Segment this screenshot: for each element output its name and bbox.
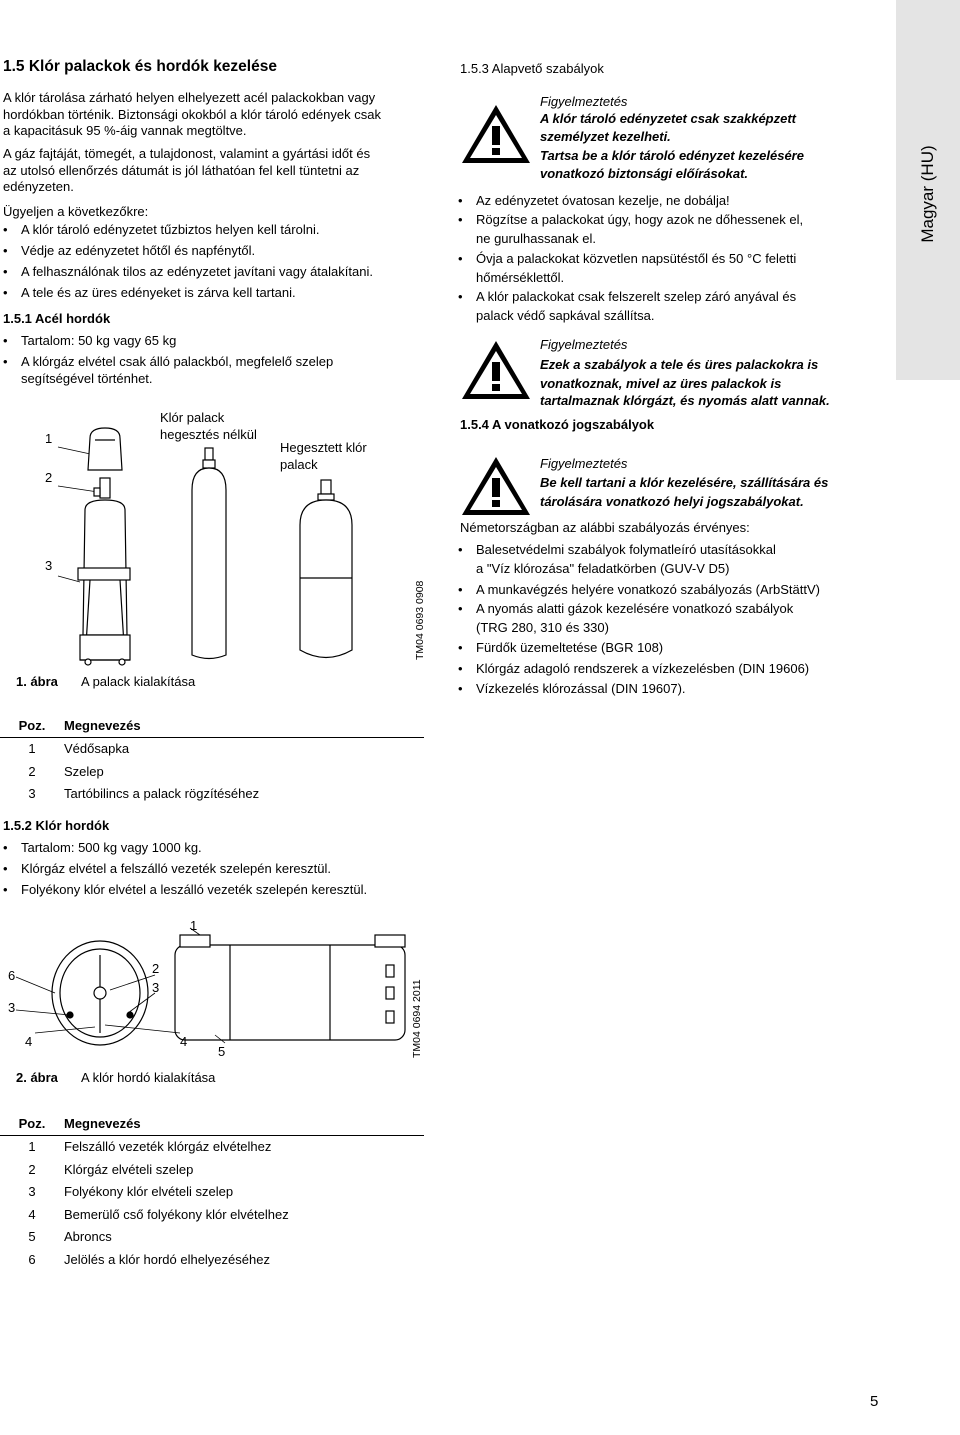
figure1-code: TM04 0693 0908 bbox=[414, 580, 426, 660]
text-line: az utolsó ellenőrzés dátumát is jól láthatóan fel kell tüntetni az bbox=[3, 162, 360, 178]
figure1-label-2: 2 bbox=[45, 470, 53, 485]
figure2-code: TM04 0694 2011 bbox=[411, 979, 423, 1058]
table-row: 3 Tartóbilincs a palack rögzítéséhez bbox=[28, 786, 260, 802]
list-item: • Védje az edényzetet hőtől és napfénytől. bbox=[3, 243, 256, 258]
warning-box-2 bbox=[460, 335, 890, 410]
list-item: • Fürdők üzemeltetése (BGR 108) bbox=[458, 640, 664, 655]
list-item: • A munkavégzés helyére vonatkozó szabályozás (ArbStättV) bbox=[458, 582, 820, 597]
warning-line: Be kell tartani a klór kezelésére, szállítására és bbox=[540, 475, 829, 490]
table-row: 1 Felszálló vezeték klórgáz elvételhez bbox=[0, 1135, 424, 1158]
table-row: 2 Klórgáz elvételi szelep bbox=[28, 1161, 194, 1177]
warning-line: vonatkoznak, mivel az üres palackok is bbox=[540, 376, 782, 391]
table-row: 3 Folyékony klór elvételi szelep bbox=[28, 1184, 234, 1200]
list-item: • Folyékony klór elvétel a leszálló vezeték szelepén keresztül. bbox=[3, 882, 368, 897]
list-item: • A felhasználónak tilos az edényzetet javítani vagy átalakítani. bbox=[3, 264, 373, 279]
figure1-label-seamless-a: Klór palack bbox=[160, 410, 225, 425]
list-item: • Rögzítse a palackokat úgy, hogy azok ne dőhessenek el, ne gurulhassanak el. bbox=[458, 212, 804, 246]
warning-heading: Figyelmeztetés bbox=[540, 456, 628, 471]
text-line: hordókban történik. Biztonsági okokból a klór tároló edények csak bbox=[3, 106, 381, 122]
figure1-label-welded-a: Hegesztett klór bbox=[280, 440, 367, 455]
attention-text: Ügyeljen a következőkre: bbox=[3, 204, 149, 219]
position-table-2 bbox=[0, 1112, 424, 1271]
list-item: • A klór palackokat csak felszerelt szelep záró anyával és palack védő sapkával szállítsa. bbox=[458, 289, 797, 323]
seamless-cylinder bbox=[192, 448, 226, 659]
basic-rules-heading: 1.5.3 Alapvető szabályok bbox=[460, 61, 604, 76]
warning-line: Tartsa be a klór tároló edényzet kezelésére bbox=[540, 148, 804, 163]
language-tab-label: Magyar (HU) bbox=[918, 145, 937, 243]
legal-heading: 1.5.4 A vonatkozó jogszabályok bbox=[460, 417, 655, 432]
warning-line: Ezek a szabályok a tele és üres palackokra is bbox=[540, 357, 819, 372]
figure2-label-3a: 3 bbox=[8, 1000, 16, 1015]
drum-figure bbox=[0, 915, 440, 1065]
warning-line: személyzet kezelheti. bbox=[540, 129, 671, 144]
list-item: • Klórgáz elvétel a felszálló vezeték szelepén keresztül. bbox=[3, 861, 331, 876]
warning-heading: Figyelmeztetés bbox=[540, 337, 628, 352]
table-row: 4 Bemerülő cső folyékony klór elvételhez bbox=[28, 1206, 289, 1222]
table-row: 5 Abroncs bbox=[28, 1229, 112, 1245]
list-item: • A klórgáz elvétel csak álló palackból, megfelelő szelep segítségével történhet. bbox=[3, 354, 334, 386]
figure1-caption: A palack kialakítása bbox=[81, 674, 196, 689]
list-item: • Tartalom: 500 kg vagy 1000 kg. bbox=[3, 840, 202, 855]
warning-heading: Figyelmeztetés bbox=[540, 94, 628, 109]
figure2-label-2: 2 bbox=[152, 961, 160, 976]
section-title: 1.5 Klór palackok és hordók kezelése bbox=[3, 58, 277, 75]
list-item: • A nyomás alatti gázok kezelésére vonatkozó szabályok (TRG 280, 310 és 330) bbox=[458, 601, 794, 635]
cylinder-figure bbox=[0, 400, 440, 700]
warning-icon bbox=[460, 102, 532, 166]
figure1-label-welded-b: palack bbox=[280, 457, 318, 472]
cylinder-with-cap bbox=[78, 428, 130, 665]
list-item: • Óvja a palackokat közvetlen napsütéstől és 50 °C feletti hőmérséklettől. bbox=[458, 251, 797, 285]
list-item: • A klór tároló edényzetet tűzbiztos helyen kell tárolni. bbox=[3, 222, 320, 237]
table-row: 6 Jelölés a klór hordó elhelyezéséhez bbox=[28, 1251, 270, 1267]
figure2-caption: A klór hordó kialakítása bbox=[81, 1070, 216, 1085]
warning-line: vonatkozó biztonsági előírásokat. bbox=[540, 166, 749, 181]
table-row: 1 Védősapka bbox=[0, 737, 424, 760]
table-header-pos: Poz. bbox=[18, 717, 46, 733]
list-item: • Klórgáz adagoló rendszerek a vízkezelésben (DIN 19606) bbox=[458, 661, 810, 676]
intro-paragraph-1 bbox=[3, 90, 423, 140]
welded-cylinder bbox=[300, 480, 352, 658]
warning-line: tárolására vonatkozó helyi jogszabályokat. bbox=[540, 494, 804, 509]
figure2-caption-number: 2. ábra bbox=[16, 1070, 58, 1085]
figure2-label-5: 5 bbox=[218, 1044, 226, 1059]
warning-icon bbox=[460, 338, 532, 402]
drums-heading: 1.5.2 Klór hordók bbox=[3, 818, 110, 833]
intro-paragraph-2 bbox=[3, 146, 423, 196]
figure2-label-1: 1 bbox=[190, 918, 198, 933]
warning-box-3 bbox=[460, 454, 890, 514]
table-header-name: Megnevezés bbox=[64, 1115, 141, 1131]
warning-icon bbox=[460, 454, 532, 518]
page-number: 5 bbox=[870, 1393, 879, 1410]
list-item: • A tele és az üres edényeket is zárva kell tartani. bbox=[3, 285, 296, 300]
figure1-caption-number: 1. ábra bbox=[16, 674, 58, 689]
figure2-label-3b: 3 bbox=[152, 980, 160, 995]
figure2-label-4a: 4 bbox=[25, 1034, 33, 1049]
list-item: • Balesetvédelmi szabályok folymatleíró utasításokkal a "Víz klórozása" feladatkörben (GUV-V D5) bbox=[458, 542, 776, 576]
table-header-name: Megnevezés bbox=[64, 717, 141, 733]
steel-cylinders-heading: 1.5.1 Acél hordók bbox=[3, 311, 111, 326]
text-line: A gáz fajtáját, tömegét, a tulajdonost, valamint a gyártási időt és bbox=[3, 146, 371, 161]
table-row: 2 Szelep bbox=[28, 763, 104, 779]
figure2-label-4b: 4 bbox=[180, 1034, 188, 1049]
text-line: a kapacitásuk 95 %-áig vannak megtöltve. bbox=[3, 123, 247, 138]
list-item: • Tartalom: 50 kg vagy 65 kg bbox=[3, 333, 177, 348]
warning-line: A klór tároló edényzetet csak szakképzett bbox=[540, 111, 797, 126]
figure1-label-seamless-b: hegesztés nélkül bbox=[160, 427, 257, 442]
figure2-label-6: 6 bbox=[8, 968, 16, 983]
warning-line: tartalmaznak klórgázt, és nyomás alatt vannak. bbox=[540, 393, 830, 408]
legal-intro: Németországban az alábbi szabályozás érvényes: bbox=[460, 520, 750, 535]
text-line: A klór tárolása zárható helyen elhelyezett acél palackokban vagy bbox=[3, 90, 376, 105]
table-header-pos: Poz. bbox=[18, 1115, 46, 1131]
list-item: • Az edényzetet óvatosan kezelje, ne dobálja! bbox=[458, 193, 730, 208]
figure1-label-3: 3 bbox=[45, 558, 53, 573]
position-table-1 bbox=[0, 714, 424, 805]
figure1-label-1: 1 bbox=[45, 431, 53, 446]
list-item: • Vízkezelés klórozással (DIN 19607). bbox=[458, 681, 686, 696]
warning-box-1 bbox=[460, 92, 890, 182]
text-line: edényzeten. bbox=[3, 179, 74, 194]
